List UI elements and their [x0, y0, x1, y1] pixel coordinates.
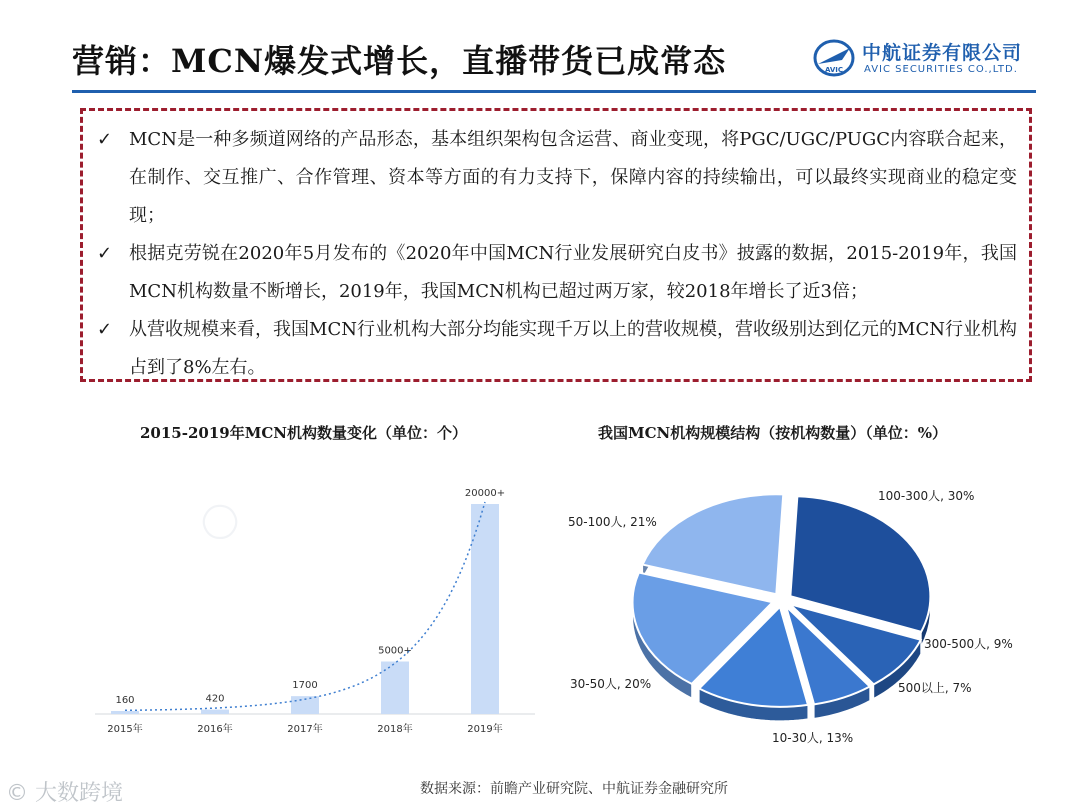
bar-value-label: 1700	[292, 680, 318, 692]
check-icon: ✓	[97, 319, 113, 340]
key-points-box	[80, 108, 1032, 382]
avic-logo-icon	[812, 38, 856, 78]
pie-slice-label: 100-300人, 30%	[878, 489, 975, 503]
title-divider	[72, 90, 1036, 93]
x-tick-label: 2017年	[287, 724, 323, 735]
trend-line	[125, 502, 485, 710]
x-tick-label: 2016年	[197, 724, 233, 735]
company-logo	[812, 36, 1042, 82]
watermark-icon: ©	[6, 781, 28, 806]
pie-slice-label: 50-100人, 21%	[568, 515, 657, 529]
watermark-text: 大数跨境	[35, 781, 124, 806]
bar	[111, 711, 139, 714]
pie-chart	[560, 470, 1060, 760]
pie-slice-label: 10-30人, 13%	[772, 731, 854, 745]
x-tick-label: 2019年	[467, 724, 503, 735]
bullet-item	[97, 235, 1017, 311]
watermark-logo	[6, 776, 123, 807]
bar-chart-title: 2015-2019年MCN机构数量变化（单位：个）	[140, 424, 467, 442]
pie-slice-label: 30-50人, 20%	[570, 677, 652, 691]
bar-chart	[95, 470, 535, 750]
bullet-item	[97, 121, 1017, 235]
x-tick-label: 2018年	[377, 724, 413, 735]
bullet-text: 从营收规模来看，我国MCN行业机构大部分均能实现千万以上的营收规模，营收级别达到亿元的MCN行业机构占到了8%左右。	[129, 319, 1017, 378]
bar-value-label: 420	[205, 693, 225, 705]
bullet-text: MCN是一种多频道网络的产品形态，基本组织架构包含运营、商业变现，将PGC/UGC/PUGC内容联合起来，在制作、交互推广、合作管理、资本等方面的有力支持下，保障内容的持续输出，可以最终实现商业的稳定变现；	[129, 129, 1017, 226]
logo-mark-text: AVIC	[824, 66, 844, 74]
bar-value-label: 5000+	[378, 645, 412, 657]
bar-value-label: 20000+	[464, 488, 506, 499]
bar-value-label: 160	[115, 695, 135, 706]
pie-slice-label: 300-500人, 9%	[924, 637, 1013, 651]
bar	[201, 710, 229, 714]
logo-company-name-cn: 中航证券有限公司	[862, 42, 1023, 64]
x-tick-label: 2015年	[107, 724, 143, 735]
pie-slice-label: 500以上, 7%	[898, 681, 972, 695]
data-source-note: 数据来源：前瞻产业研究院、中航证券金融研究所	[420, 781, 728, 797]
pie-chart-title: 我国MCN机构规模结构（按机构数量）（单位：%）	[598, 424, 948, 442]
bullet-item	[97, 311, 1017, 387]
check-icon: ✓	[97, 129, 113, 150]
page-title: 营销：MCN爆发式增长，直播带货已成常态	[72, 42, 727, 80]
chart-watermark: ◯	[192, 493, 246, 547]
check-icon: ✓	[97, 243, 113, 264]
logo-company-name-en: AVIC SECURITIES CO.,LTD.	[864, 64, 1018, 75]
bullet-text: 根据克劳锐在2020年5月发布的《2020年中国MCN行业发展研究白皮书》披露的数据，2015-2019年，我国MCN机构数量不断增长，2019年，我国MCN机构已超过两万家，较2018年增长了近3倍；	[129, 243, 1017, 302]
